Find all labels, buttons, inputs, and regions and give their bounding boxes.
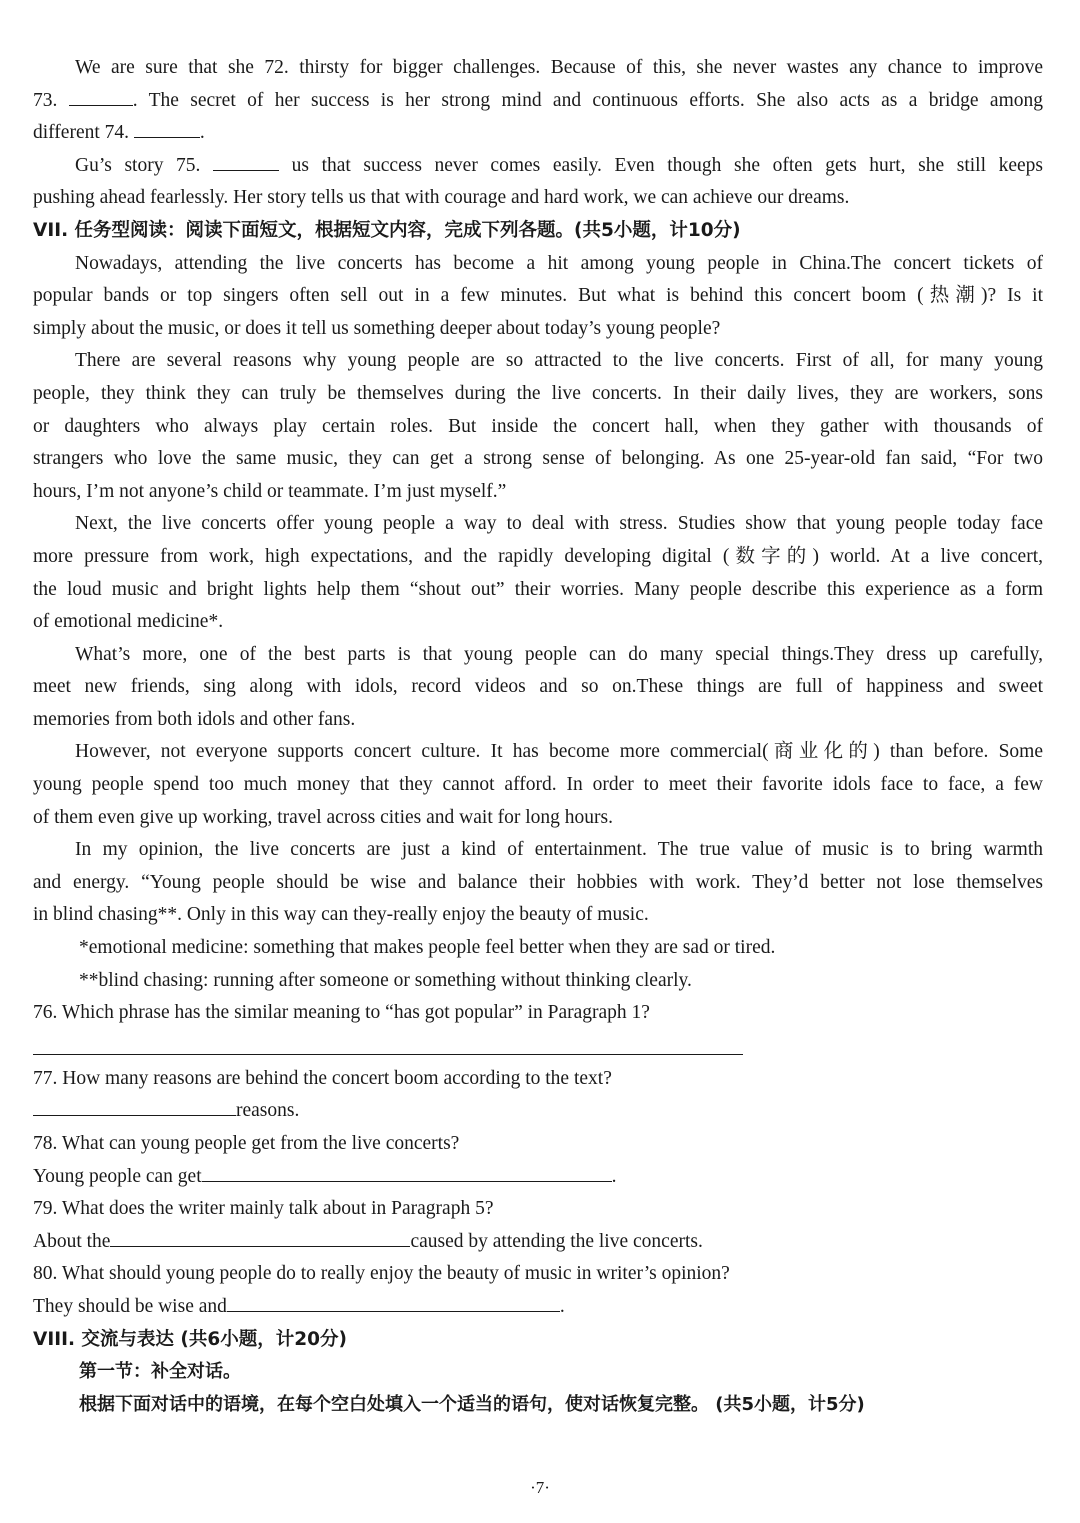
part-title: 第一节：补全对话。 xyxy=(79,1361,241,1383)
answer-blank-78[interactable] xyxy=(202,1161,612,1182)
answer-blank-79[interactable] xyxy=(110,1226,410,1247)
answer-blank-74[interactable] xyxy=(134,117,200,138)
article-line: of them even give up working, travel across cities and wait for long hours. xyxy=(33,806,613,828)
article-line: young people spend too much money that they cannot afford. In order to meet their favorite idols face to face, a few xyxy=(33,774,1043,796)
answer-blank-73[interactable] xyxy=(69,85,133,106)
section-heading-7: VII. 任务型阅读：阅读下面短文，根据短文内容，完成下列各题。(共5小题，计10分) xyxy=(33,219,741,241)
article-line: of emotional medicine*. xyxy=(33,611,224,633)
passage-line: We are sure that she 72. thirsty for bigger challenges. Because of this, she never wastes any chance to improve xyxy=(75,57,1043,78)
page-number: ·7· xyxy=(530,1478,550,1497)
exam-page xyxy=(33,52,1043,1421)
article-line: people, they think they can truly be themselves during the live concerts. In their daily lives, they are workers, sons xyxy=(33,382,1043,404)
article-line: Next, the live concerts offer young people a way to deal with stress. Studies show that young people today face xyxy=(75,513,1043,535)
answer-row-77: reasons. xyxy=(33,1095,1043,1128)
article-line: strangers who love the same music, they can get a strong sense of belonging. As one 25-year-old fan said, “For two xyxy=(33,448,1043,470)
article-line: in blind chasing**. Only in this way can they-really enjoy the beauty of music. xyxy=(33,904,649,926)
answer-blank-77[interactable] xyxy=(33,1095,236,1116)
article-line: In my opinion, the live concerts are just a kind of entertainment. The true value of music is to bring warmth xyxy=(75,839,1043,861)
question-78: 78. What can young people get from the live concerts? xyxy=(33,1133,460,1154)
footnote: **blind chasing: running after someone or something without thinking clearly. xyxy=(79,969,692,991)
answer-row-79: About the caused by attending the live concerts. xyxy=(33,1226,1043,1259)
passage-line: Gu’s story 75. us that success never comes easily. Even though she often gets hurt, she still keeps xyxy=(33,150,1043,183)
answer-blank-75[interactable] xyxy=(213,150,279,171)
answer-row-80: They should be wise and . xyxy=(33,1291,1043,1324)
part-instruction: 根据下面对话中的语境，在每个空白处填入一个适当的语句，使对话恢复完整。 (共5小题，计5分) xyxy=(79,1393,865,1415)
article-line: What’s more, one of the best parts is that young people can do many special things.They dress up carefully, xyxy=(75,643,1043,665)
question-76: 76. Which phrase has the similar meaning to “has got popular” in Paragraph 1? xyxy=(33,1002,650,1024)
article-line: or daughters who always play certain roles. But inside the concert hall, when they gather with thousands of xyxy=(33,415,1043,437)
article-line: and energy. “Young people should be wise and balance their hobbies with work. They’d better not lose themselves xyxy=(33,871,1043,893)
article-line: the loud music and bright lights help them “shout out” their worries. Many people describe this experience as a form xyxy=(33,578,1043,600)
article-line: hours, I’m not anyone’s child or teammate. I’m just myself.” xyxy=(33,480,507,502)
passage-line: different 74. . xyxy=(33,117,1043,150)
article-line: Nowadays, attending the live concerts has become a hit among young people in China.The concert tickets of xyxy=(75,252,1043,274)
article-line: meet new friends, sing along with idols, record videos and so on.These things are full of happiness and sweet xyxy=(33,676,1043,698)
passage-line: pushing ahead fearlessly. Her story tells us that with courage and hard work, we can achieve our dreams. xyxy=(33,187,850,209)
article-line: simply about the music, or does it tell us something deeper about today’s young people? xyxy=(33,317,721,339)
article-line: However, not everyone supports concert culture. It has become more commercial(商业化的) than before. Some xyxy=(75,741,1043,763)
article-line: There are several reasons why young people are so attracted to the live concerts. First of all, for many young xyxy=(75,350,1043,372)
article-line: more pressure from work, high expectations, and the rapidly developing digital (数字的) world. At a live concert, xyxy=(33,545,1043,567)
passage-line: 73. . The secret of her success is her strong mind and continuous efforts. She also acts as a bridge among xyxy=(33,85,1043,118)
footnote: *emotional medicine: something that makes people feel better when they are sad or tired. xyxy=(79,937,776,959)
article-line: popular bands or top singers often sell out in a few minutes. But what is behind this concert boom (热潮)? Is it xyxy=(33,285,1043,307)
answer-row-78: Young people can get . xyxy=(33,1161,1043,1194)
question-77: 77. How many reasons are behind the concert boom according to the text? xyxy=(33,1067,612,1089)
question-79: 79. What does the writer mainly talk about in Paragraph 5? xyxy=(33,1198,494,1220)
question-80: 80. What should young people do to really enjoy the beauty of music in writer’s opinion? xyxy=(33,1263,730,1285)
section-heading-8: VIII. 交流与表达 (共6小题，计20分) xyxy=(33,1328,347,1350)
article-line: memories from both idols and other fans. xyxy=(33,708,356,730)
answer-line-76[interactable] xyxy=(33,1030,743,1055)
answer-blank-80[interactable] xyxy=(227,1291,560,1312)
